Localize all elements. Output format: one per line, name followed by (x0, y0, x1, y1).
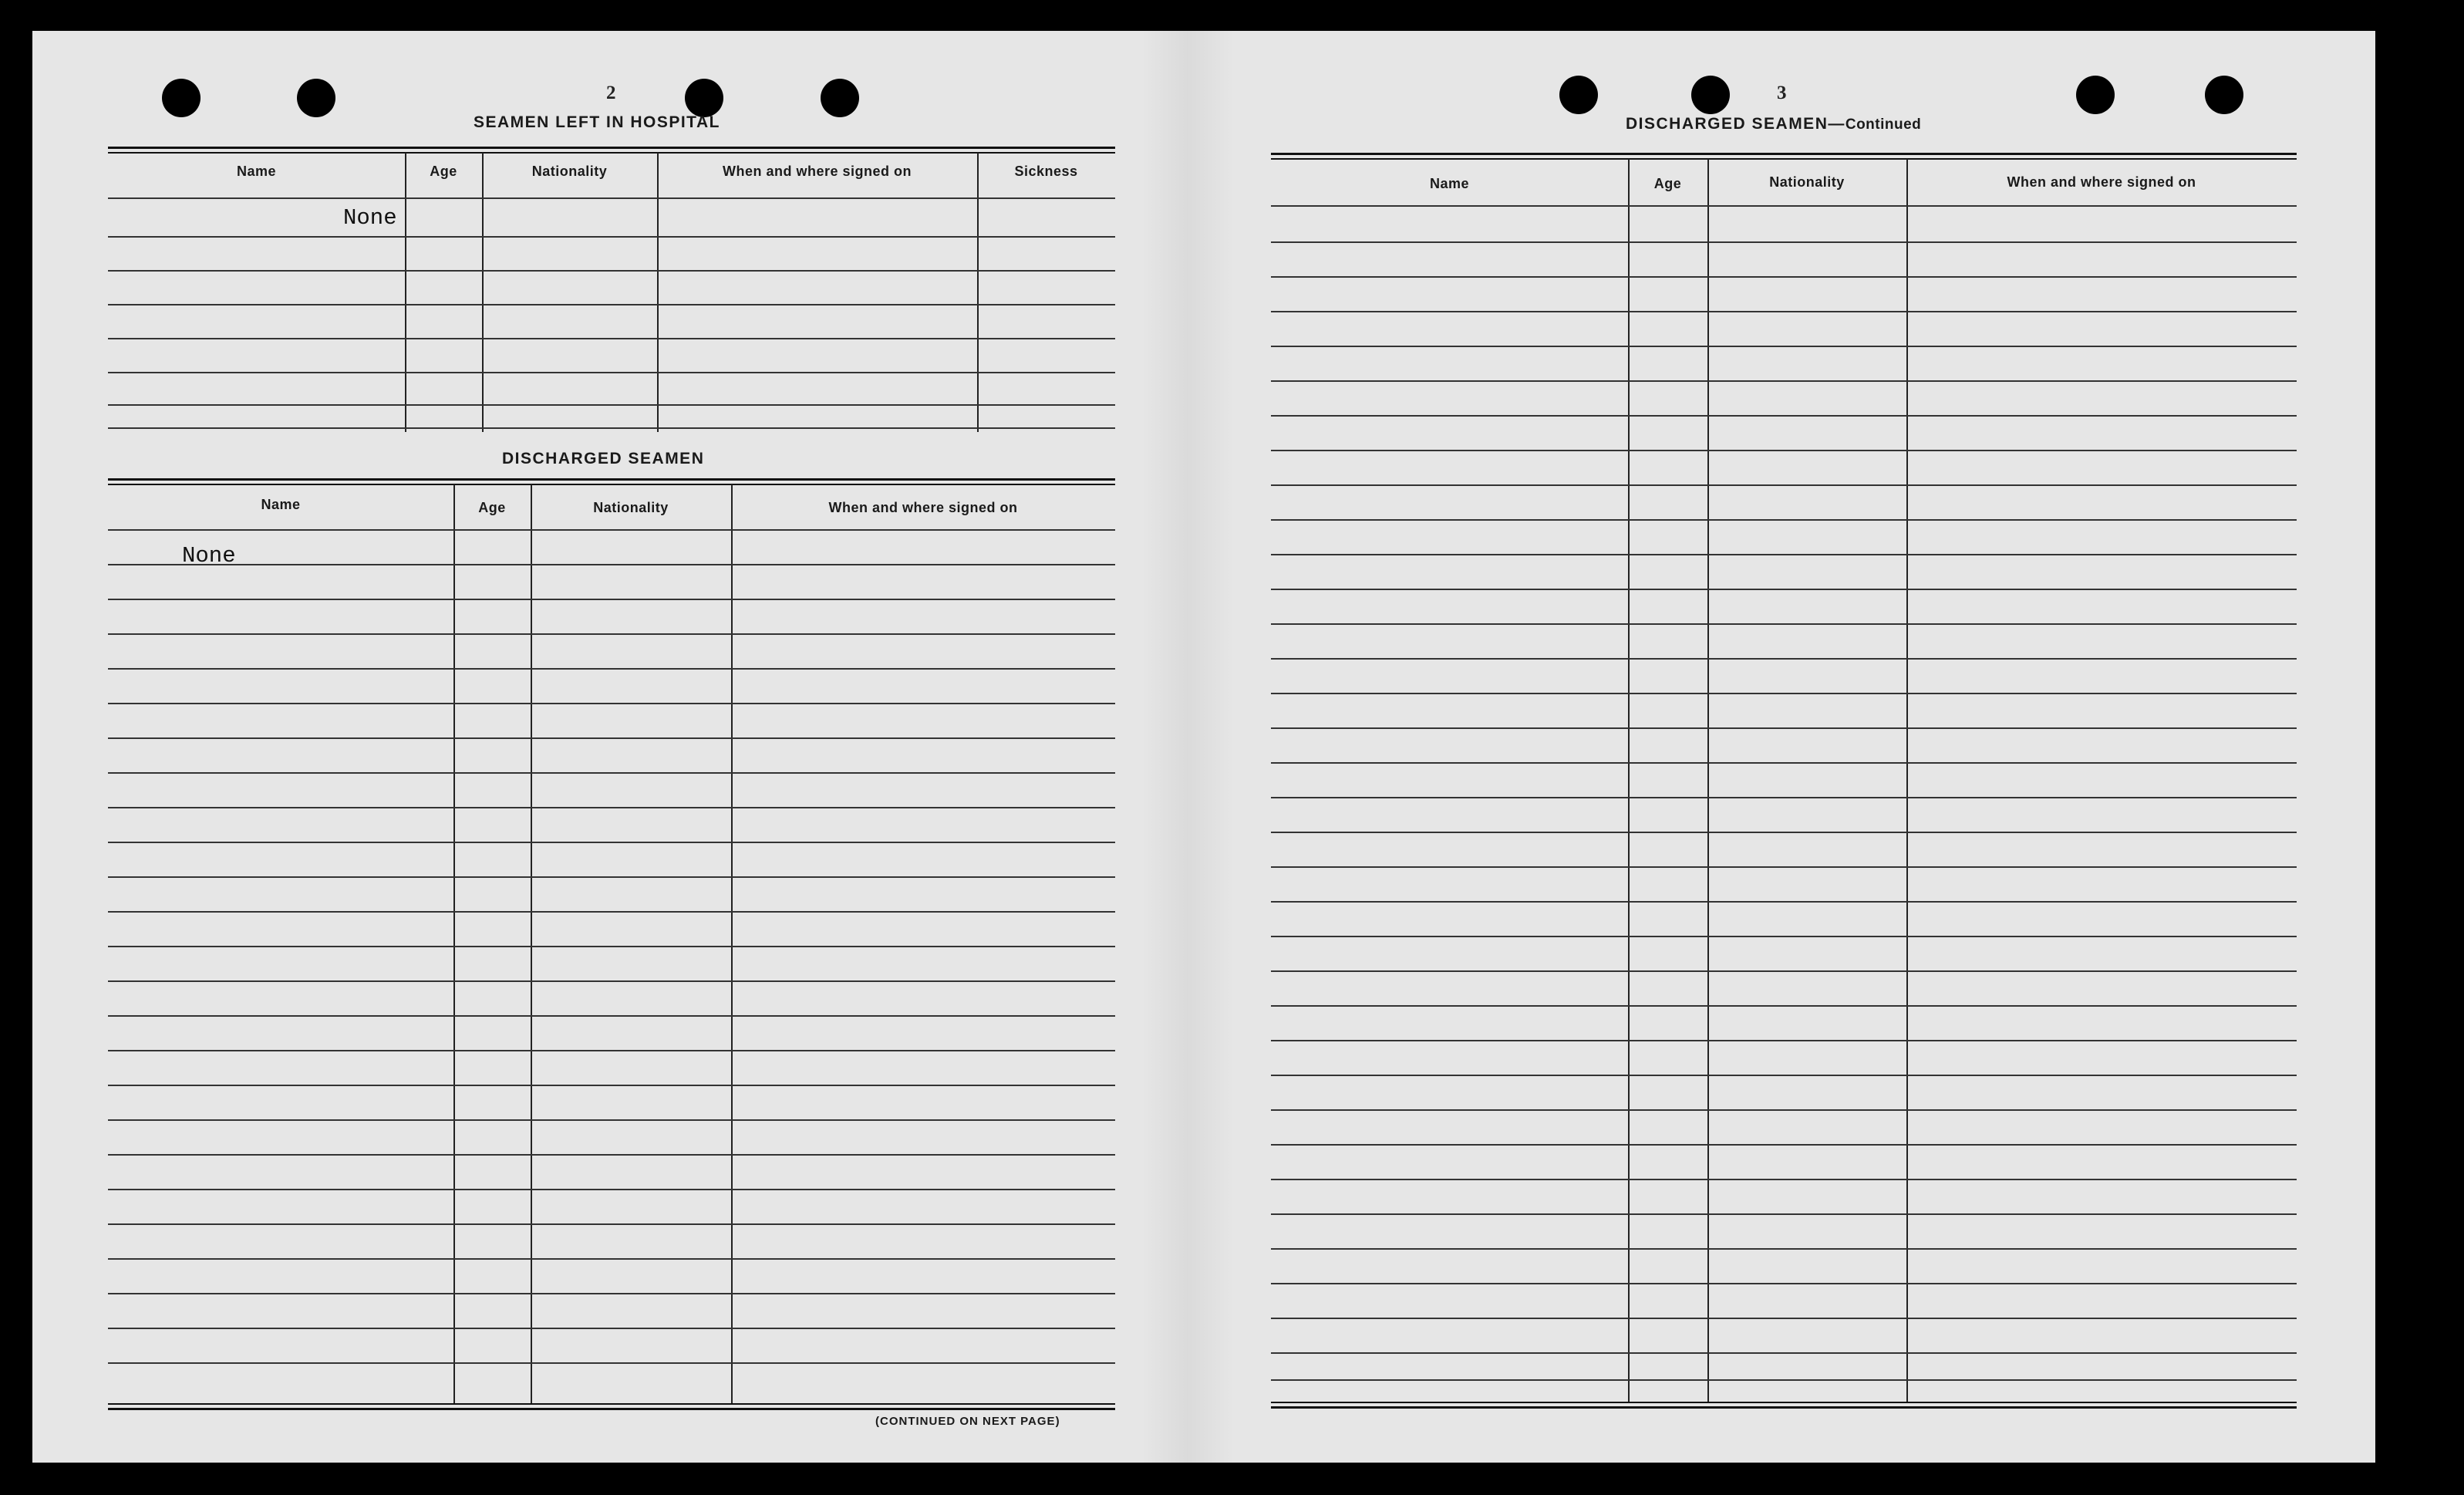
section-title-discharged-continued (1626, 115, 1921, 133)
section-title-hospital: SEAMEN LEFT IN HOSPITAL (474, 113, 720, 131)
page-number: 3 (1777, 83, 1787, 103)
title-main: DISCHARGED SEAMEN (1626, 115, 1829, 133)
discharged-table-left (108, 478, 1115, 1410)
punch-hole (2076, 76, 2115, 114)
column-header-name: Name (261, 497, 301, 512)
punch-hole (1691, 76, 1730, 114)
section-title-discharged: DISCHARGED SEAMEN (502, 450, 705, 467)
title-continued: Continued (1845, 116, 1922, 133)
column-header-nationality: Nationality (1769, 174, 1845, 190)
punch-hole (821, 79, 859, 117)
punch-hole (297, 79, 335, 117)
column-header-nationality: Nationality (593, 500, 669, 515)
punch-hole (2205, 76, 2243, 114)
column-header-name: Name (236, 164, 277, 179)
punch-hole (162, 79, 201, 117)
column-header-name: Name (1429, 176, 1470, 191)
column-header-signed-on: When and where signed on (2007, 174, 2196, 190)
title-dash: — (1828, 115, 1845, 133)
punch-hole (685, 79, 723, 117)
column-header-age: Age (478, 500, 506, 515)
column-header-sickness: Sickness (1014, 164, 1078, 179)
continued-note: (CONTINUED ON NEXT PAGE) (875, 1415, 1060, 1428)
discharged-name-value: None (182, 543, 236, 569)
column-header-signed-on: When and where signed on (828, 500, 1018, 515)
page-number: 2 (606, 83, 616, 103)
column-header-age: Age (430, 164, 457, 179)
column-header-age: Age (1653, 176, 1682, 191)
discharged-table-right (1271, 153, 2297, 1409)
page-fold (1141, 31, 1234, 1463)
hospital-name-value: None (343, 205, 397, 231)
column-header-nationality: Nationality (531, 164, 608, 179)
hospital-table (108, 147, 1115, 430)
column-header-signed-on: When and where signed on (722, 164, 912, 179)
punch-hole (1559, 76, 1598, 114)
